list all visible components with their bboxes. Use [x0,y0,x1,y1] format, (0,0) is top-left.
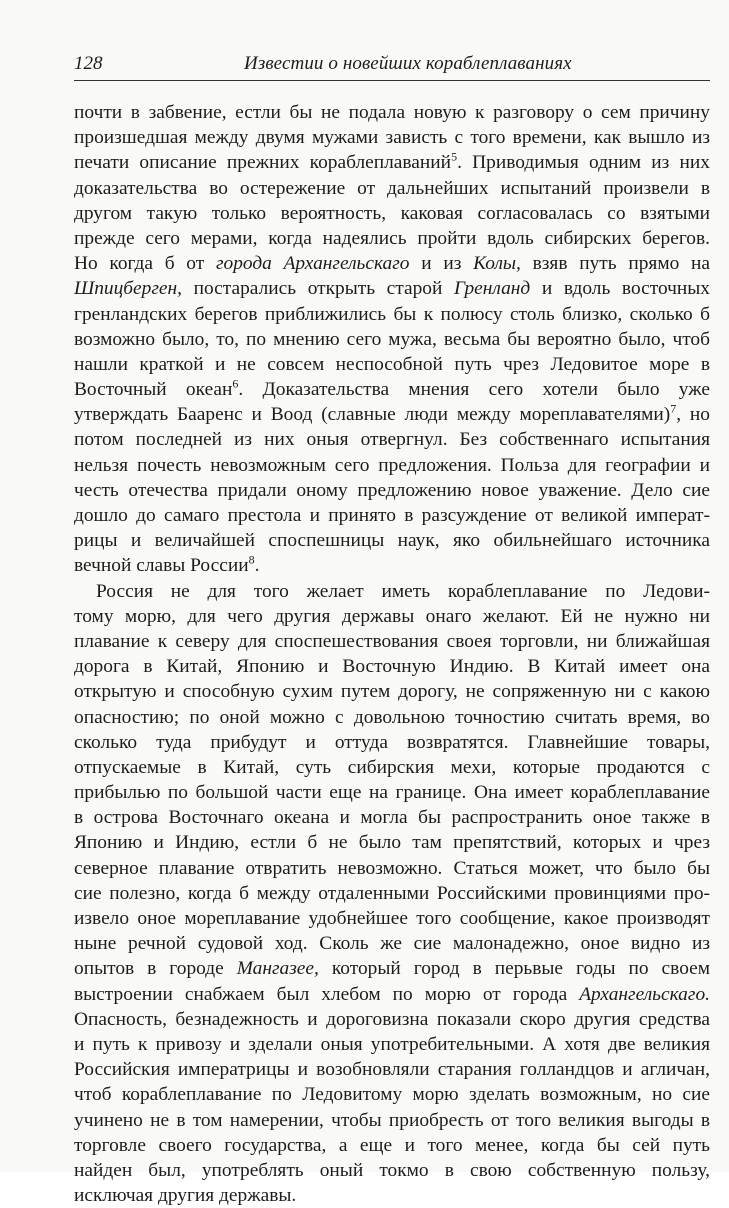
paragraph-1-line: вечной славы России$^8$. [74,552,260,577]
paragraph-2-line: отпускаемые в Китай, суть сибирския мехи, которые продаются с [74,756,710,778]
paragraph-1-line: Но когда б от города Архангельскаго и из Колы, взяв путь прямо на [74,253,710,275]
paragraph-2-line: чтоб кораблеплавание по Ледовитому морю зделать возможным, но сие [74,1084,710,1106]
paragraph-2-line: Российския императрицы и возобновляли старания голландцов и агличан, [74,1059,710,1081]
footnote-ref: 7 [670,401,677,416]
footnote-ref: 8 [248,552,255,567]
paragraph-2-line: северное плавание отвратить невозможно. Статься может, что было бы [74,857,710,879]
paragraph-2-line: дорога в Китай, Японию и Восточную Индию. В Китай имеет она [74,656,710,678]
italic-place-name: Архангельскаго. [579,983,710,1005]
italic-place-name: Мангазее, [236,958,319,980]
body-text [74,100,710,1208]
paragraph-1-line: прежде сего мерами, когда надеялись пройти вдоль сибирских берегов. [74,227,710,249]
paragraph-1-line: честь отечества придали оному предложению новое уважение. Дело сие [74,479,710,501]
paragraph-2-line: найден был, употреблять оный токмо в свою собственную пользу, [74,1159,710,1181]
paragraph-1-line: другом такую только вероятность, каковая согласовалась со взятыми [74,202,710,224]
paragraph-2-line: в острова Восточнаго океана и могла бы распространить оное также в [74,807,710,829]
paragraph-1-line: гренландских берегов приближились бы к полюсу столь близко, сколько б [74,303,710,325]
paragraph-2-line: опасностию; по оной можно с довольною точностию считать время, во [74,706,710,728]
paragraph-1-line: почти в забвение, естли бы не подала новую к разговору о сем причину [74,102,710,123]
footnote-ref: 5 [451,149,458,164]
running-title: Известии о новейших кораблеплаваниях [244,53,572,74]
paragraph-1-line: Восточный океан$^6$. Доказательства мнения сего хотели было уже [74,376,710,401]
page-number: 128 [74,53,103,74]
paragraph-1-line: потом последней из них оныя отвергнул. Без собственнаго испытания [74,429,710,451]
paragraph-2-line: Опасность, безнадежность и дороговизна показали скоро другия средства [74,1008,710,1030]
header-rule [74,80,710,81]
paragraph-2-line: учинено не в том намерении, чтобы приобресть от того великия выгоды в [74,1109,710,1131]
paragraph-1-line: дошло до самаго престола и принято в разсуждение от великой императ- [74,505,710,526]
paragraph-2-line: прибылью по большой части еще на границе. Она имеет кораблеплавание [74,782,710,804]
italic-place-name: Шпицберген, [74,278,183,300]
paragraph-2-line: тому морю, для чего другия державы онаго желают. Ей не нужно ни [74,605,710,627]
paragraph-2-line: Россия не для того желает иметь кораблеплавание по Ледови- [96,580,710,602]
italic-place-name: Колы, [473,253,521,275]
paragraph-2-line: и путь к привозу и зделали оныя употребительными. А хотя две великия [74,1033,710,1055]
italic-place-name: города Архангельскаго [215,253,410,275]
paragraph-1-line: произшедшая между двумя мужами зависть с того времени, как вышло из [74,127,710,149]
paragraph-1-line: утверждать Бааренс и Воод (славные люди между мореплавателями)$^7$, но [74,401,710,426]
paragraph-1-line: доказательства во остережение от дальнейших испытаний произвели в [74,177,710,199]
paragraph-2-line: опытов в городе Мангазее, который город в перьвые годы по своем [74,958,710,980]
paragraph-2-line: плавание к северу для споспешествования своея торговли, ни ближайшая [74,630,710,652]
paragraph-2-line: извело оное мореплавание удобнейшее того сообщение, какое производят [74,908,710,929]
paragraph-2-line: сколько туда прибудут и оттуда возвратятся. Главнейшие товары, [74,731,710,753]
paragraph-1-line: нельзя почесть невозможным сего предложения. Польза для географии и [74,454,710,476]
italic-place-name: Гренланд [453,278,531,300]
running-head [74,52,710,76]
paragraph-1-line: рицы и величайшей споспешницы наук, яко обильнейшаго источника [74,530,710,552]
paragraph-2-line: открытую и способную сухим путем дорогу, не сопряженную ни с какою [74,681,710,703]
paragraph-1-line: нашли краткой и не совсем неспособной путь чрез Ледовитое море в [74,353,710,375]
paragraph-2-line: торговле своего государства, а еще и того менее, когда бы сей путь [74,1134,710,1156]
paragraph-2-line: сие полезно, когда б между отдаленными Российскими провинциями про- [74,882,710,904]
paragraph-1-line: возможно было, то, по мнению сего мужа, весьма бы вероятно было, чтоб [74,328,710,350]
paragraph-2-line: ныне речной судовой ход. Сколь же сие малонадежно, оное видно из [74,933,710,955]
paragraph-1-line: Шпицберген, постарались открыть старой Гренланд и вдоль восточных [74,278,710,300]
paragraph-2-line: исключая другия державы. [74,1185,297,1207]
paragraph-1-line: печати описание прежних кораблеплаваний$^5$. Приводимыя одним из них [74,149,711,174]
paragraph-2-line: Японию и Индию, естли б не было там препятствий, которых и чрез [74,832,710,854]
paragraph-2-line: выстроении снабжаем был хлебом по морю от города Архангельскаго. [74,983,710,1005]
footnote-ref: 6 [232,376,239,391]
